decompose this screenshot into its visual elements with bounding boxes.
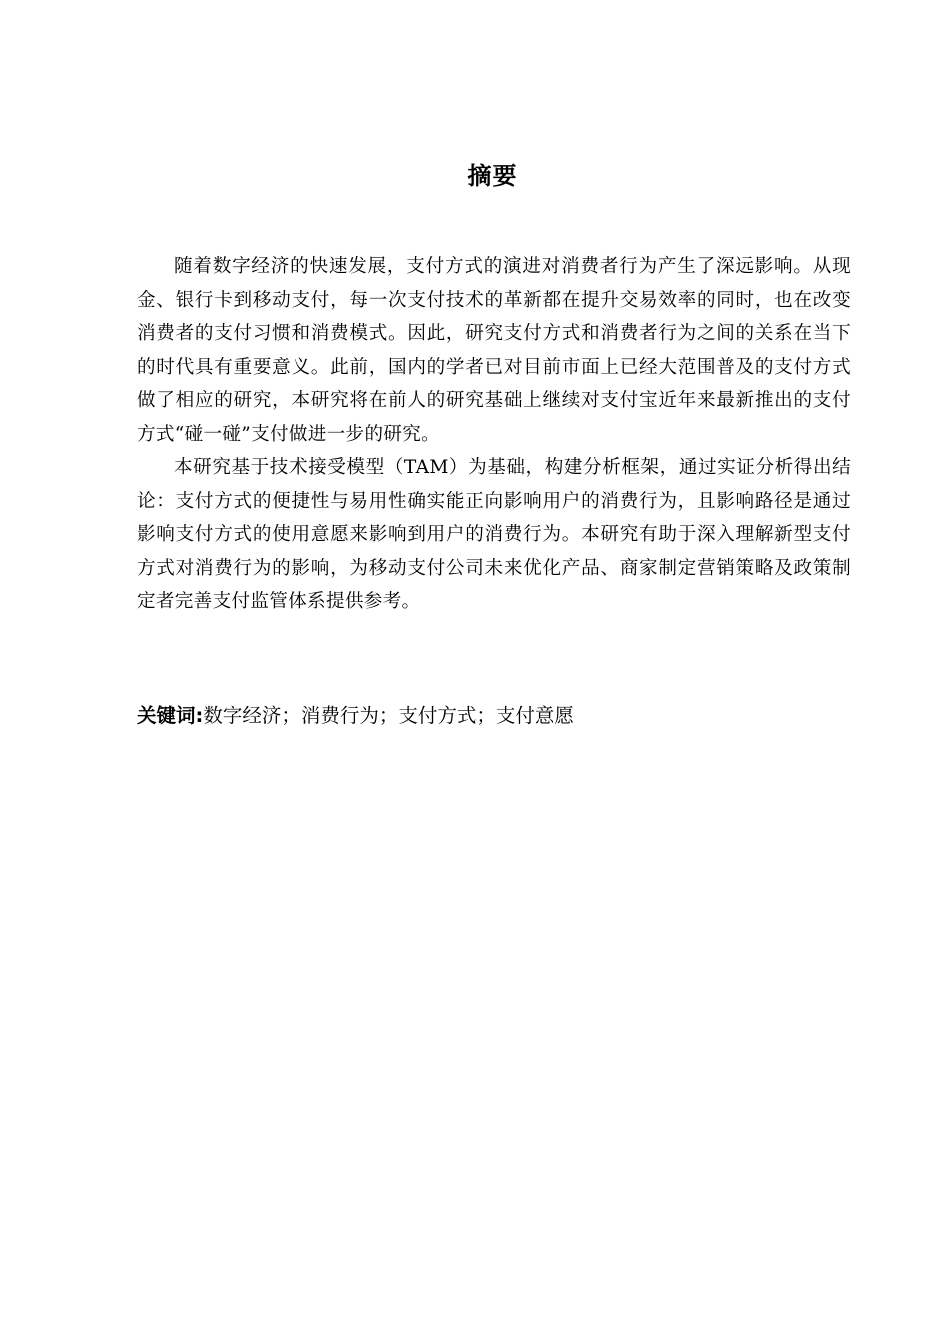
abstract-paragraph-2: 本研究基于技术接受模型（TAM）为基础，构建分析框架，通过实证分析得出结论：支付方式的便捷性与易用性确实能正向影响用户的消费行为，且影响路径是通过影响支付方式的使用意愿来影响到用户的消费行为。本研究有助于深入理解新型支付方式对消费行为的影响，为移动支付公司未来优化产品、商家制定营销策略及政策制定者完善支付监管体系提供参考。 bbox=[137, 457, 851, 612]
keywords-line bbox=[137, 699, 851, 733]
abstract-paragraph-1: 随着数字经济的快速发展，支付方式的演进对消费者行为产生了深远影响。从现金、银行卡到移动支付，每一次支付技术的革新都在提升交易效率的同时，也在改变消费者的支付习惯和消费模式。因此，研究支付方式和消费者行为之间的关系在当下的时代具有重要意义。此前，国内的学者已对目前市面上已经大范围普及的支付方式做了相应的研究，本研究将在前人的研究基础上继续对支付宝近年来最新推出的支付方式“碰一碰”支付做进一步的研究。 bbox=[137, 256, 851, 445]
abstract-body bbox=[137, 250, 851, 619]
keywords-text: 数字经济；消费行为；支付方式；支付意愿 bbox=[203, 704, 574, 727]
keywords-separator: : bbox=[195, 704, 204, 727]
keywords-label: 关键词 bbox=[137, 704, 196, 727]
abstract-title: 摘要 bbox=[467, 162, 518, 190]
